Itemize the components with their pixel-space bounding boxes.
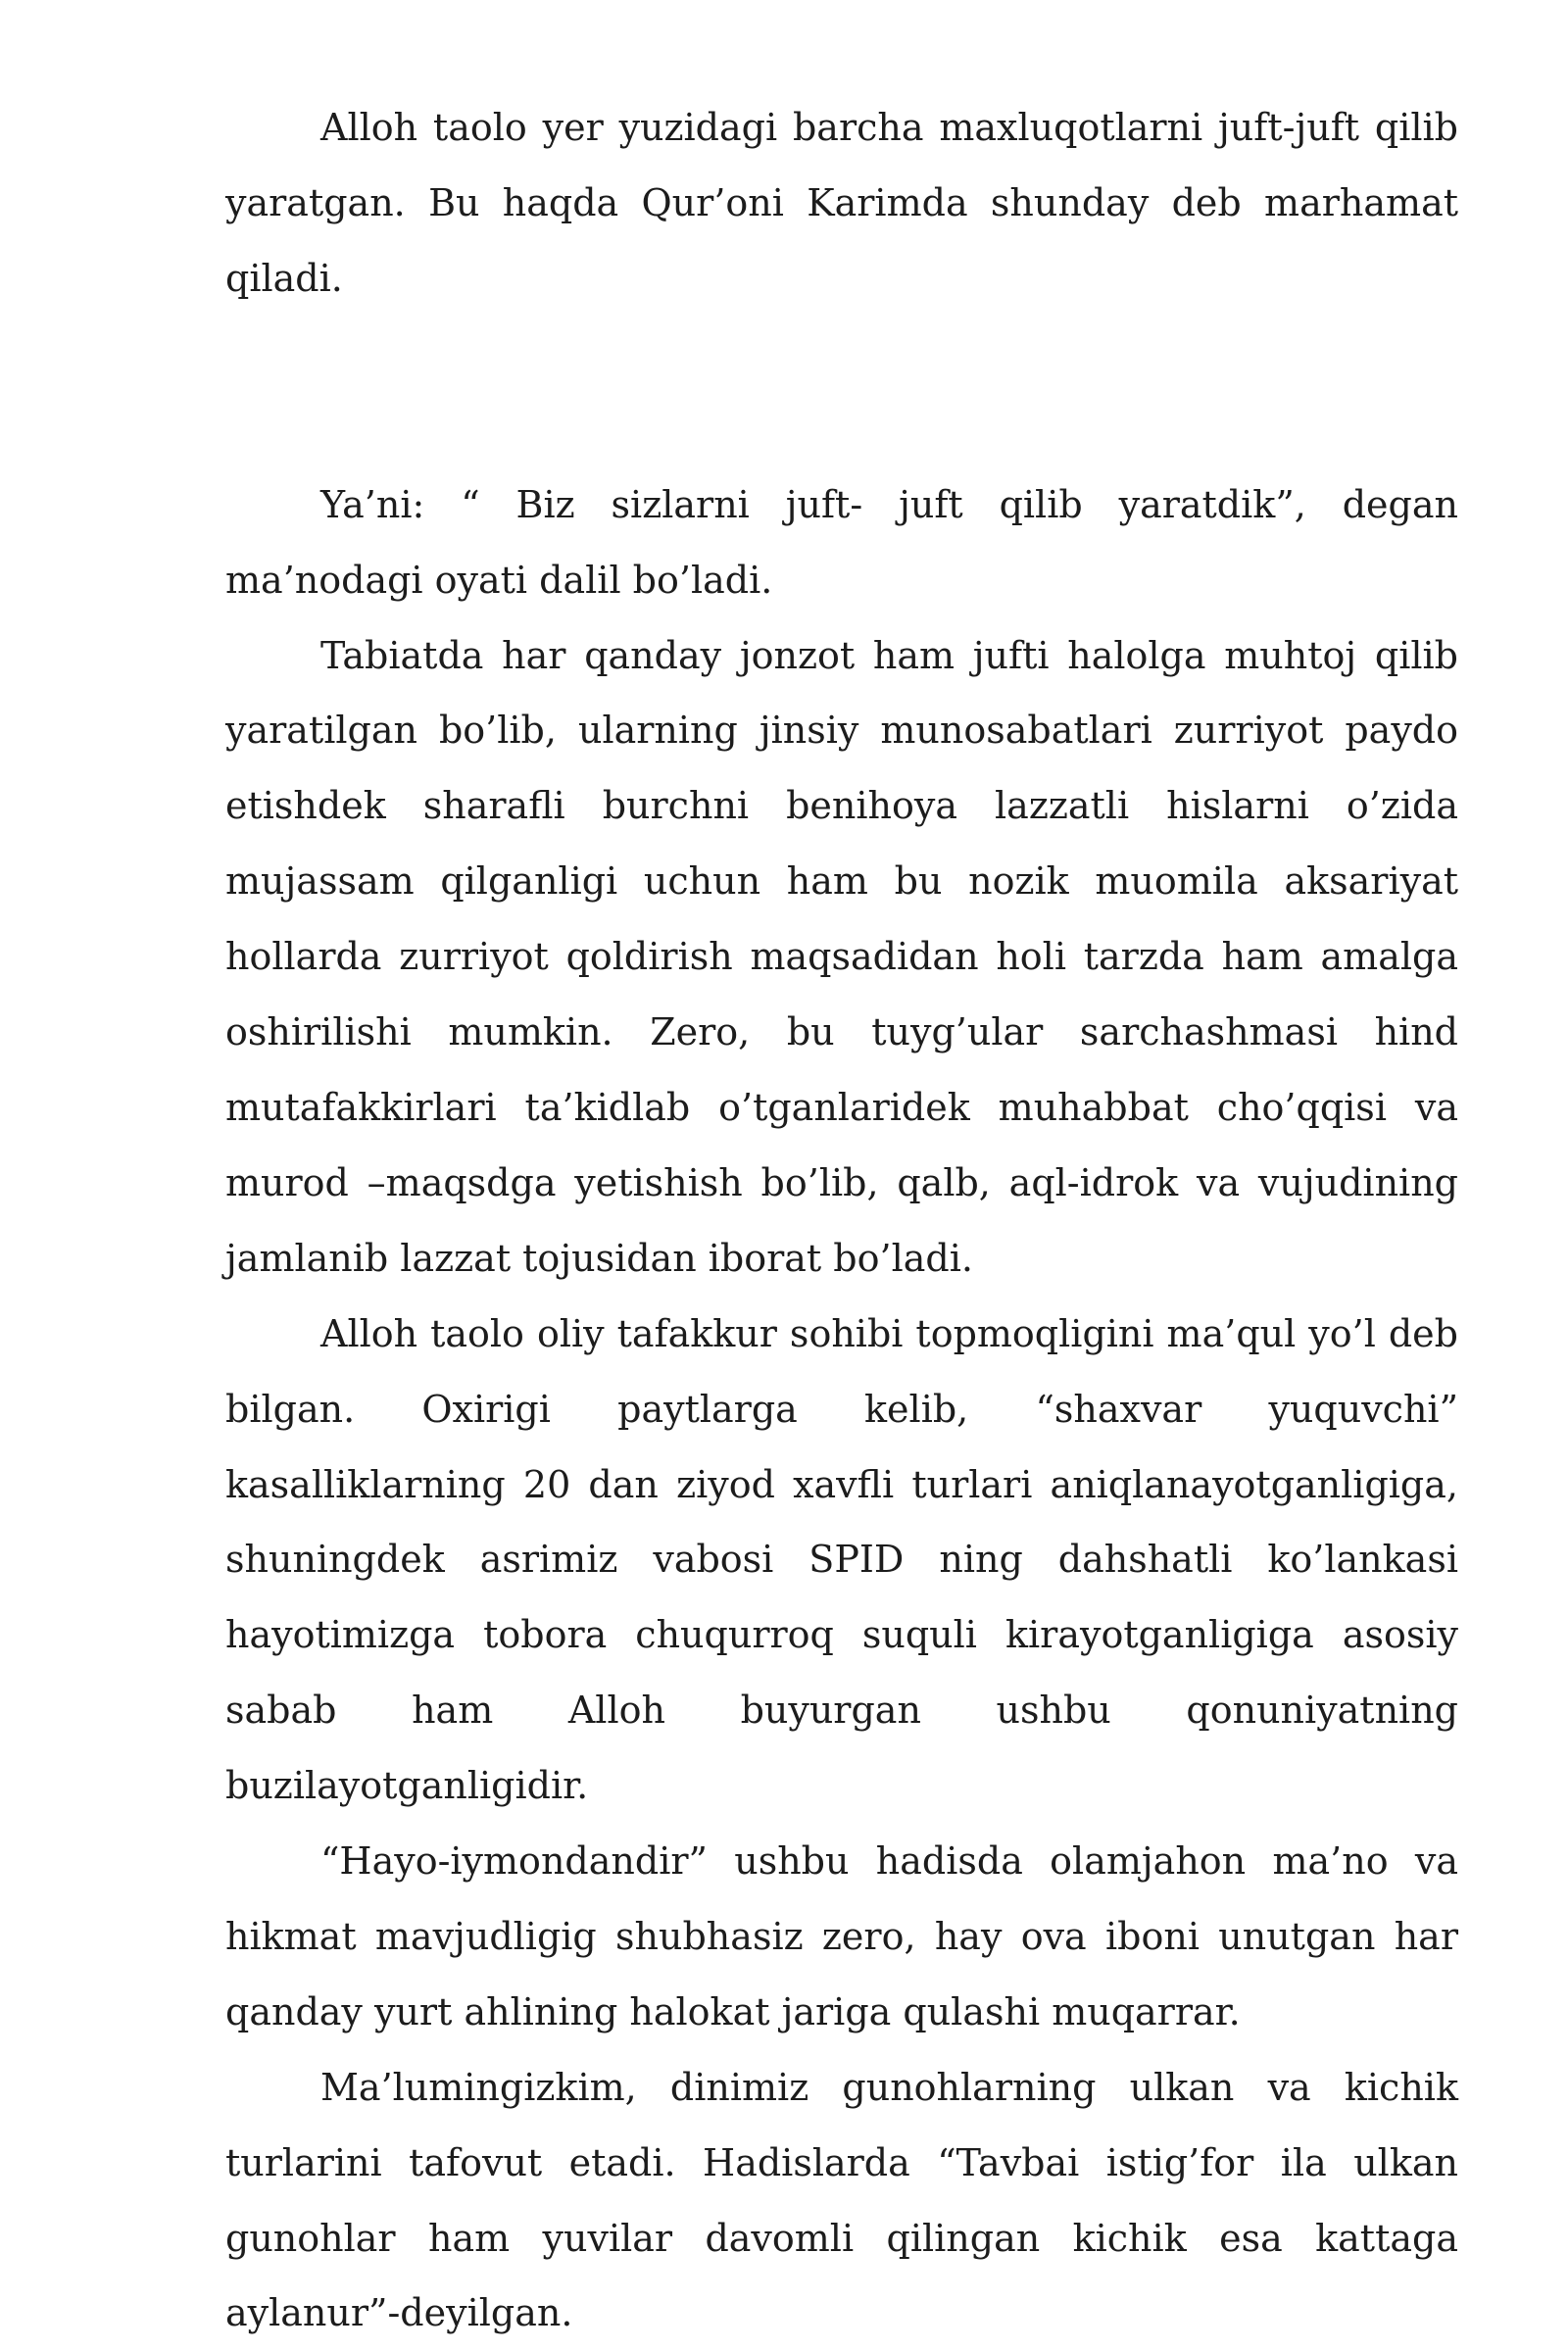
blank-space xyxy=(225,317,1458,467)
paragraph-1: Alloh taolo yer yuzidagi barcha maxluqotlarni juft-juft qilib yaratgan. Bu haqda Qur’oni Karimda shunday deb marhamat qiladi. xyxy=(225,106,1458,300)
paragraph-3: Tabiatda har qanday jonzot ham jufti halolga muhtoj qilib yaratilgan bo’lib, ularning jinsiy munosabatlari zurriyot paydo etishdek sharafli burchni benihoya lazzatli hislarni o’zida mujassam qilganligi uchun ham bu nozik muomila aksariyat hollarda zurriyot qoldirish maqsadidan holi tarzda ham amalga oshirilishi mumkin. Zero, bu tuyg’ular sarchashmasi hind mutafakkirlari ta’kidlab o’tganlaridek muhabbat cho’qqisi va murod –maqsdga yetishish bo’lib, qalb, aql-idrok va vujudining jamlanib lazzat tojusidan iborat bo’ladi. xyxy=(225,633,1458,1280)
paragraph-4: Alloh taolo oliy tafakkur sohibi topmoqligini ma’qul yo’l deb bilgan. Oxirigi paytlarga kelib, “shaxvar yuquvchi” kasalliklarning 20 dan ziyod xavfli turlari aniqlanayotganligiga, shuningdek asrimiz vabosi SPID ning dahshatli ko’lankasi hayotimizga tobora chuqurroq suquli kirayotganligiga asosiy sabab ham Alloh buyurgan ushbu qonuniyatning buzilayotganligidir. xyxy=(225,1311,1458,1808)
document-page xyxy=(225,90,1458,2351)
paragraph-5: “Hayo-iymondandir” ushbu hadisda olamjahon ma’no va hikmat mavjudligig shubhasiz zero, hay ova iboni unutgan har qanday yurt ahlining halokat jariga qulashi muqarrar. xyxy=(225,1839,1458,2033)
paragraph-2: Ya’ni: “ Biz sizlarni juft- juft qilib yaratdik”, degan ma’nodagi oyati dalil bo’ladi. xyxy=(225,482,1458,602)
paragraph-6: Ma’lumingizkim, dinimiz gunohlarning ulkan va kichik turlarini tafovut etadi. Hadislarda “Tavbai istig’for ila ulkan gunohlar ham yuvilar davomli qilingan kichik esa kattaga aylanur”-deyilgan. xyxy=(225,2065,1458,2335)
